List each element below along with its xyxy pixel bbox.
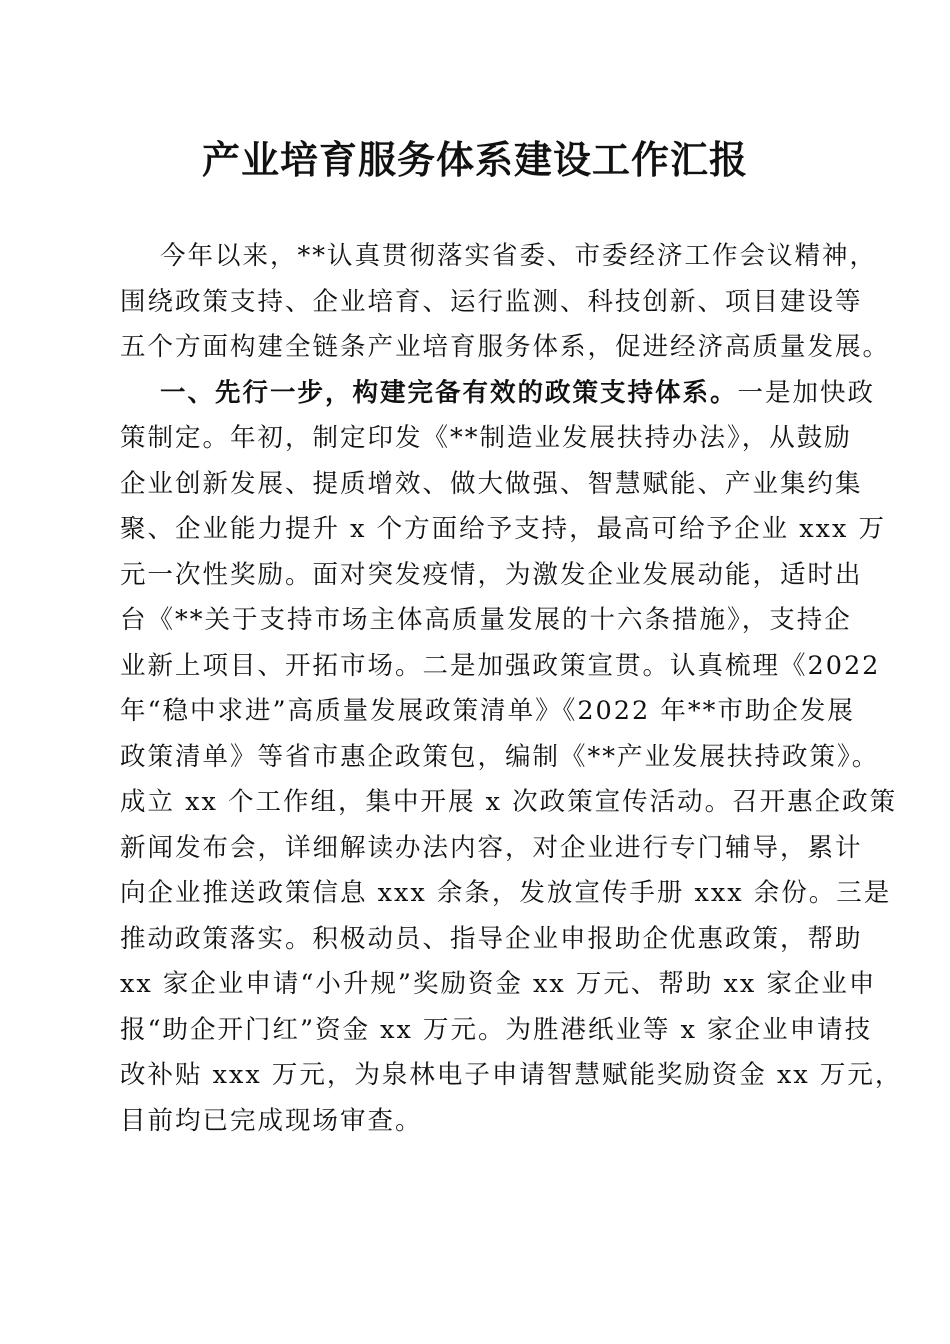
document-title: 产业培育服务体系建设工作汇报 bbox=[201, 137, 748, 182]
paragraph-line: 改补贴 xxx 万元，为泉林电子申请智慧赋能奖励资金 xx 万元， bbox=[120, 1060, 903, 1090]
section-1-first-line-rest: 一是加快政 bbox=[737, 377, 876, 408]
paragraph-line: 政策清单》等省市惠企政策包，编制《**产业发展扶持政策》。 bbox=[120, 741, 880, 772]
intro-line: 围绕政策支持、企业培育、运行监测、科技创新、项目建设等 bbox=[120, 286, 863, 317]
paragraph-line: 推动政策落实。积极动员、指导企业申报助企优惠政策，帮助 bbox=[120, 923, 863, 954]
paragraph-line: 年“稳中求进”高质量发展政策清单》《2022 年**市助企发展 bbox=[120, 696, 855, 726]
section-1-heading: 一、先行一步，构建完备有效的政策支持体系。 bbox=[160, 377, 738, 408]
paragraph-line: 向企业推送政策信息 xxx 余条，发放宣传手册 xxx 余份。三是 bbox=[120, 878, 892, 908]
paragraph-line: 目前均已完成现场审查。 bbox=[120, 1105, 423, 1136]
paragraph-line: 企业创新发展、提质增效、做大做强、智慧赋能、产业集约集 bbox=[120, 468, 863, 499]
paragraph-line: 成立 xx 个工作组，集中开展 x 次政策宣传活动。召开惠企政策 bbox=[120, 787, 898, 817]
intro-line: 五个方面构建全链条产业培育服务体系，促进经济高质量发展。 bbox=[120, 332, 891, 362]
paragraph-line: 台《**关于支持市场主体高质量发展的十六条措施》，支持企 bbox=[120, 605, 852, 635]
section-1-first-line bbox=[120, 371, 876, 417]
paragraph-line: 业新上项目、开拓市场。二是加强政策宣贯。认真梳理《2022 bbox=[120, 650, 881, 681]
paragraph-line: xx 家企业申请“小升规”奖励资金 xx 万元、帮助 xx 家企业申 bbox=[120, 969, 877, 999]
paragraph-line: 聚、企业能力提升 x 个方面给予支持，最高可给予企业 xxx 万 bbox=[120, 514, 886, 544]
intro-line: 今年以来，**认真贯彻落实省委、市委经济工作会议精神， bbox=[160, 241, 878, 271]
paragraph-line: 元一次性奖励。面对突发疫情，为激发企业发展动能，适时出 bbox=[120, 559, 863, 590]
paragraph-line: 策制定。年初，制定印发《**制造业发展扶持办法》，从鼓励 bbox=[120, 423, 852, 453]
paragraph-line: 报“助企开门红”资金 xx 万元。为胜港纸业等 x 家企业申请技 bbox=[120, 1014, 873, 1045]
paragraph-line: 新闻发布会，详细解读办法内容，对企业进行专门辅导，累计 bbox=[120, 832, 863, 863]
document-body bbox=[120, 234, 903, 1144]
